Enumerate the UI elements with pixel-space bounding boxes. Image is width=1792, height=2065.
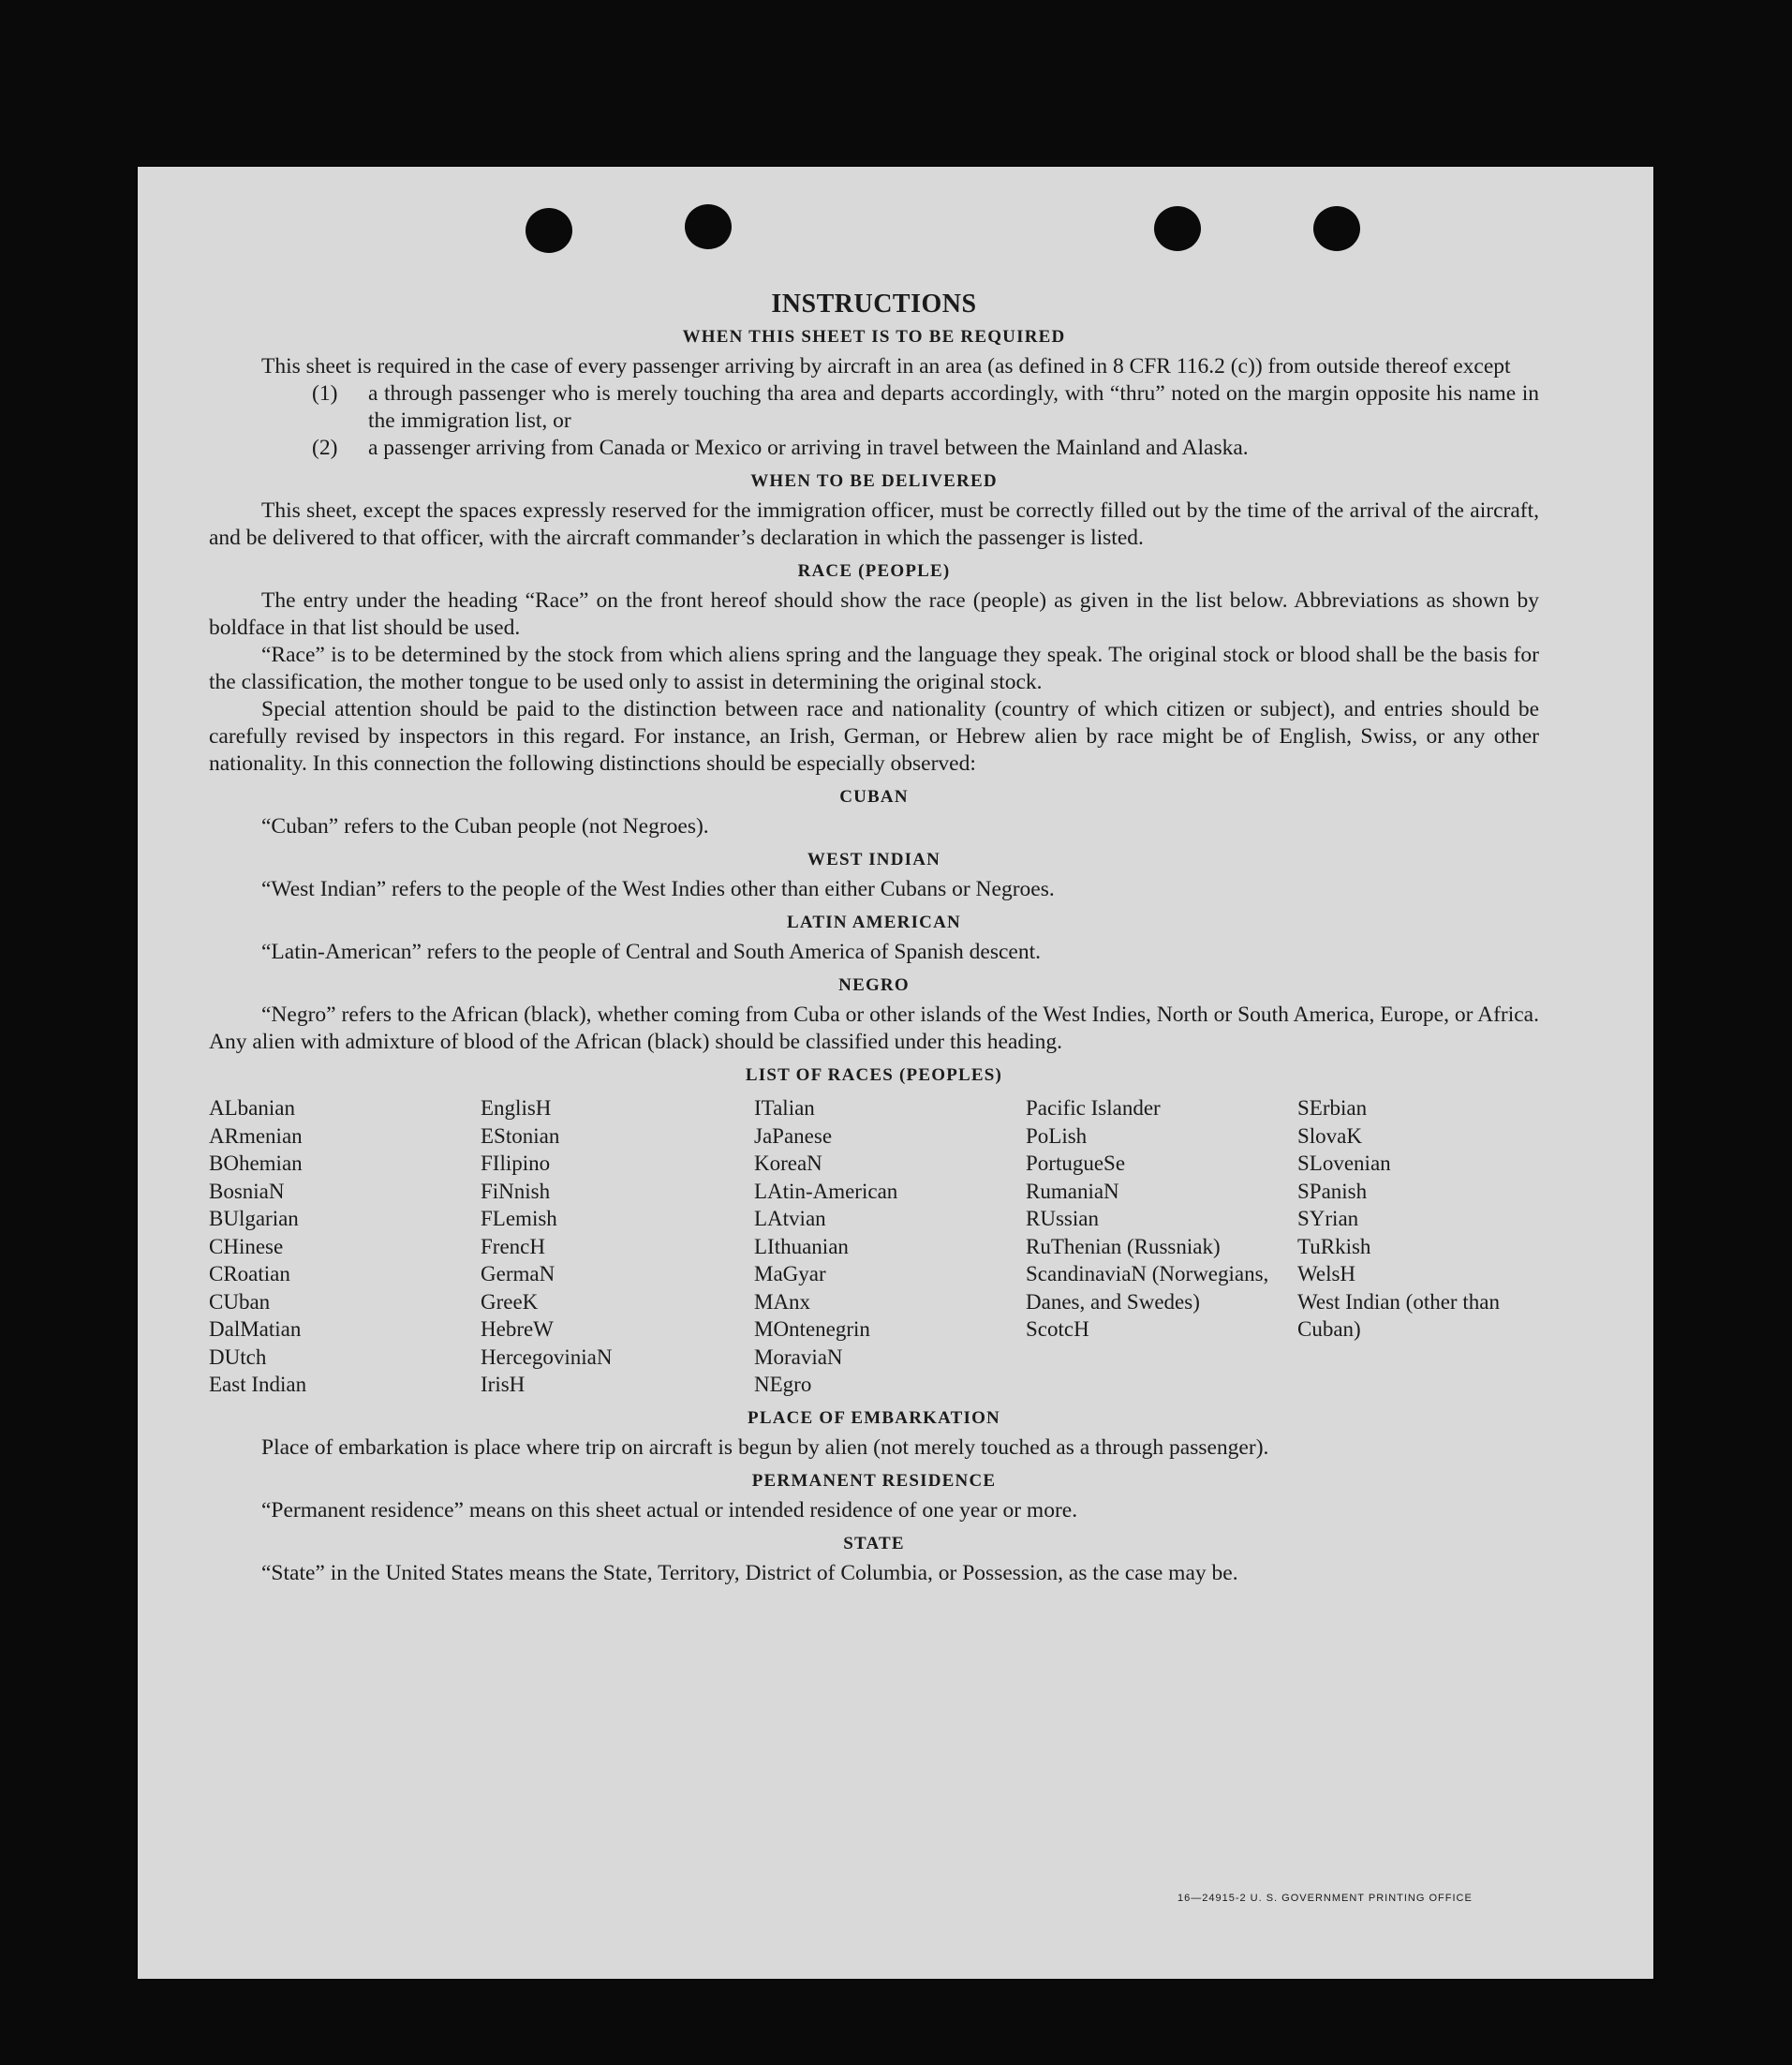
race-item: CHinese [209,1234,284,1258]
paragraph: “Negro” refers to the African (black), whether coming from Cuba or other islands of the West Indies, North or South America, Europe, or Africa. Any alien with admixture of blood of the African (black) should be classified under this heading. [209,1003,1539,1054]
punch-hole [526,208,572,253]
page-title: INSTRUCTIONS [771,290,977,319]
paragraph: This sheet is required in the case of every passenger arriving by aircraft in an area (as defined in 8 CFR 116.2 (c)) from outside thereof except [261,354,1511,379]
race-item: DalMatian [209,1317,302,1341]
document-sheet [138,167,1653,1979]
race-item: SLovenian [1297,1151,1391,1175]
paragraph: Special attention should be paid to the distinction between race and nationality (country of which citizen or subject), and entries should be carefully revised by inspectors in this regard. For instance, an Irish, German, or Hebrew alien by race might be of English, Swiss, or any other nationality. In this connection the following distinctions should be especially observed: [209,697,1539,776]
race-item: GermaN [481,1262,555,1285]
race-column [1026,1094,1297,1399]
race-item: Pacific Islander [1026,1096,1161,1120]
race-item: EnglisH [481,1096,552,1120]
list-item [312,435,1539,462]
race-item: DUtch [209,1344,267,1369]
section-heading: WEST INDIAN [807,850,941,869]
race-item: FIlipino [481,1151,551,1175]
race-item: CUban [209,1289,271,1314]
race-item: NEgro [754,1373,812,1396]
race-item: PortugueSe [1026,1151,1126,1175]
race-item: IrisH [481,1373,526,1396]
race-item: ScotcH [1026,1317,1089,1341]
race-item: GreeK [481,1289,539,1314]
race-item: RuThenian (Russniak) [1026,1234,1221,1258]
race-item: MaGyar [754,1262,826,1285]
race-item: BUlgarian [209,1207,299,1230]
race-item: TuRkish [1297,1234,1371,1258]
race-item: LAtin-American [754,1179,898,1203]
race-item: FLemish [481,1207,557,1230]
race-item: BosniaN [209,1179,285,1203]
race-list [209,1094,1539,1399]
paragraph: Place of embarkation is place where trip on aircraft is begun by alien (not merely touched as a through passenger). [261,1434,1269,1460]
section-heading: LATIN AMERICAN [787,913,961,932]
race-column [481,1094,754,1399]
item-text: a through passenger who is merely touching tha area and departs accordingly, with “thru” noted on the margin opposite his name in the immigration list, or [368,381,1539,433]
punch-hole [685,204,732,249]
section-heading: NEGRO [838,975,910,995]
section-heading: LIST OF RACES (PEOPLES) [745,1065,1003,1085]
race-item: EStonian [481,1123,560,1148]
paragraph: “Race” is to be determined by the stock from which aliens spring and the language they speak. The original stock or blood shall be the basis for the classification, the mother tongue to be used only to assist in determining the original stock. [209,643,1539,694]
race-item: SlovaK [1297,1123,1362,1148]
item-number: (2) [312,436,338,460]
race-item: FiNnish [481,1179,551,1203]
race-item: LAtvian [754,1207,826,1230]
item-number: (1) [312,381,338,406]
paragraph: The entry under the heading “Race” on the front hereof should show the race (people) as given in the list below. Abbreviations as shown by boldface in that list should be used. [209,588,1539,640]
race-item: SYrian [1297,1207,1359,1230]
list-item [312,380,1539,435]
race-item: SPanish [1297,1179,1368,1203]
race-item: ARmenian [209,1123,303,1148]
punch-hole [1154,206,1201,251]
section-heading: CUBAN [839,787,909,807]
race-item: FrencH [481,1234,545,1258]
race-item: East Indian [209,1373,307,1396]
race-item: WelsH [1297,1262,1356,1285]
race-column [754,1094,1026,1399]
race-item: MAnx [754,1289,811,1314]
race-item: ALbanian [209,1096,295,1120]
race-item: RumaniaN [1026,1179,1119,1203]
race-item: BOhemian [209,1151,303,1175]
instructions-text [209,287,1539,1587]
section-heading: PLACE OF EMBARKATION [748,1407,1000,1428]
race-item: MOntenegrin [754,1317,870,1341]
paragraph: “Cuban” refers to the Cuban people (not Negroes). [261,814,709,839]
paragraph: “West Indian” refers to the people of the West Indies other than either Cubans or Negroes. [261,877,1055,901]
race-item: West Indian (other than Cuban) [1297,1289,1500,1341]
race-item: LIthuanian [754,1234,849,1258]
race-item: PoLish [1026,1123,1088,1148]
race-item: SErbian [1297,1096,1368,1120]
race-item: RUssian [1026,1207,1099,1230]
race-item: KoreaN [754,1151,822,1175]
race-item: ITalian [754,1096,815,1120]
section-heading: WHEN TO BE DELIVERED [750,471,998,491]
paragraph: “State” in the United States means the State, Territory, District of Columbia, or Possession, as the case may be. [261,1560,1238,1585]
paragraph: “Latin-American” refers to the people of Central and South America of Spanish descent. [261,940,1042,964]
section-heading: RACE (PEOPLE) [797,561,951,581]
race-item: JaPanese [754,1123,833,1148]
punch-hole [1313,206,1360,251]
race-item: ScandinaviaN (Norwegians, Danes, and Swedes) [1026,1262,1269,1314]
race-item: HebreW [481,1317,554,1341]
paragraph: “Permanent residence” means on this sheet actual or intended residence of one year or more. [261,1497,1078,1523]
item-text: a passenger arriving from Canada or Mexico or arriving in travel between the Mainland and Alaska. [368,436,1249,460]
race-column [1297,1094,1539,1399]
race-item: CRoatian [209,1262,290,1285]
race-item: HercegoviniaN [481,1344,613,1369]
section-heading: PERMANENT RESIDENCE [751,1470,997,1491]
section-heading: STATE [843,1533,905,1553]
race-column [209,1094,481,1399]
section-heading: WHEN THIS SHEET IS TO BE REQUIRED [682,327,1066,347]
printer-imprint: 16—24915-2 U. S. GOVERNMENT PRINTING OFFICE [1177,1893,1473,1904]
paragraph: This sheet, except the spaces expressly reserved for the immigration officer, must be correctly filled out by the time of the arrival of the aircraft, and be delivered to that officer, with the aircraft commander’s declaration in which the passenger is listed. [209,498,1539,550]
race-item: MoraviaN [754,1344,843,1369]
